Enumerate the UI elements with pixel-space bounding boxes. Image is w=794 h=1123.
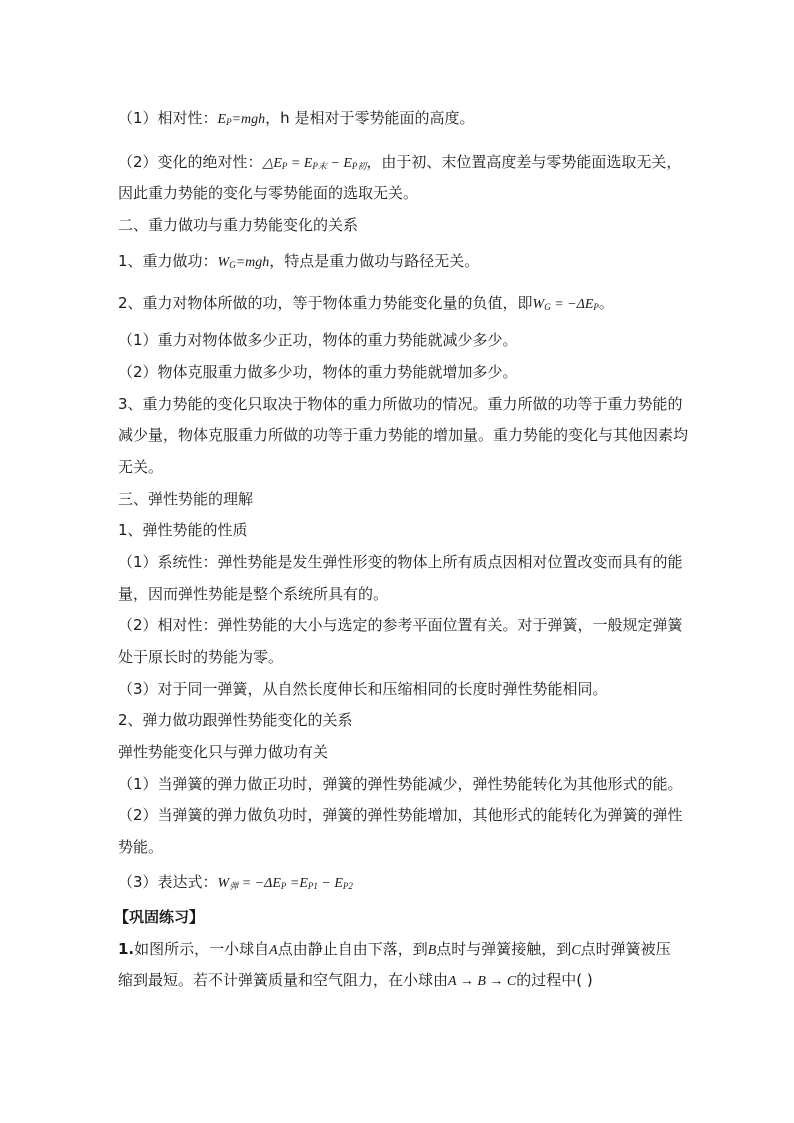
line-relativity: （1）相对性：$E_P=mgh$，h 是相对于零势能面的高度。 — [118, 109, 475, 127]
line-text: （2）相对性：弹性势能的大小与选定的参考平面位置有关。对于弹簧，一般规定弹簧 — [118, 616, 683, 634]
question-1-line-1: 1.如图所示，一小球自A点由静止自由下落，到B点时与弹簧接触，到C点时弹簧被压 — [118, 940, 671, 958]
practice-heading: 【巩固练习】 — [114, 908, 205, 926]
line-text: （2）当弹簧的弹力做负功时，弹簧的弹性势能增加，其他形式的能转化为弹簧的弹性 — [118, 806, 683, 824]
line-text: （1）重力对物体做多少正功，物体的重力势能就减少多少。 — [118, 331, 518, 349]
line-text: （1）系统性：弹性势能是发生弹性形变的物体上所有质点因相对位置改变而具有的能 — [118, 553, 683, 571]
line-expression: （3）表达式：$W_弹 = -\Delta E_P =E_{P1} - E_{P2}$ — [118, 873, 353, 891]
section-heading: 三、弹性势能的理解 — [118, 490, 254, 508]
line-text: （3）对于同一弹簧，从自然长度伸长和压缩相同的长度时弹性势能相同。 — [118, 680, 608, 698]
line-text: 3、重力势能的变化只取决于物体的重力所做功的情况。重力所做的功等于重力势能的 — [118, 395, 683, 413]
line-text: 处于原长时的势能为零。 — [118, 648, 284, 666]
line-gravity-relation: 2、重力对物体所做的功，等于物体重力势能变化量的负值，即$W_G = -\Delta E_P$。 — [118, 294, 614, 312]
line-text: （2）物体克服重力做多少功，物体的重力势能就增加多少。 — [118, 363, 518, 381]
line-text: 无关。 — [118, 458, 164, 476]
line-text: 减少量，物体克服重力所做的功等于重力势能的增加量。重力势能的变化与其他因素均 — [118, 426, 689, 444]
line-text: （1）当弹簧的弹力做正功时，弹簧的弹性势能减少，弹性势能转化为其他形式的能。 — [118, 775, 683, 793]
question-1-line-2: 缩到最短。若不计弹簧质量和空气阻力，在小球由A → B → C的过程中( ) — [118, 971, 593, 989]
subsection-heading: 1、弹性势能的性质 — [118, 521, 248, 539]
subsection-heading: 2、弹力做功跟弹性势能变化的关系 — [118, 711, 353, 729]
line-text: 量，因而弹性势能是整个系统所具有的。 — [118, 585, 389, 603]
line-text: 弹性势能变化只与弹力做功有关 — [118, 743, 329, 761]
line-gravity-work: 1、重力做功：$W_G=mgh$，特点是重力做功与路径无关。 — [118, 252, 480, 270]
line-text: 因此重力势能的变化与零势能面的选取无关。 — [118, 184, 419, 202]
line-text: 势能。 — [118, 838, 164, 856]
section-heading: 二、重力做功与重力势能变化的关系 — [118, 216, 359, 234]
line-absolute-change: （2）变化的绝对性：$\triangle E_P = E_{P末} - E_{P初}$，由于初、末位置高度差与零势能面选取无关， — [118, 153, 682, 171]
